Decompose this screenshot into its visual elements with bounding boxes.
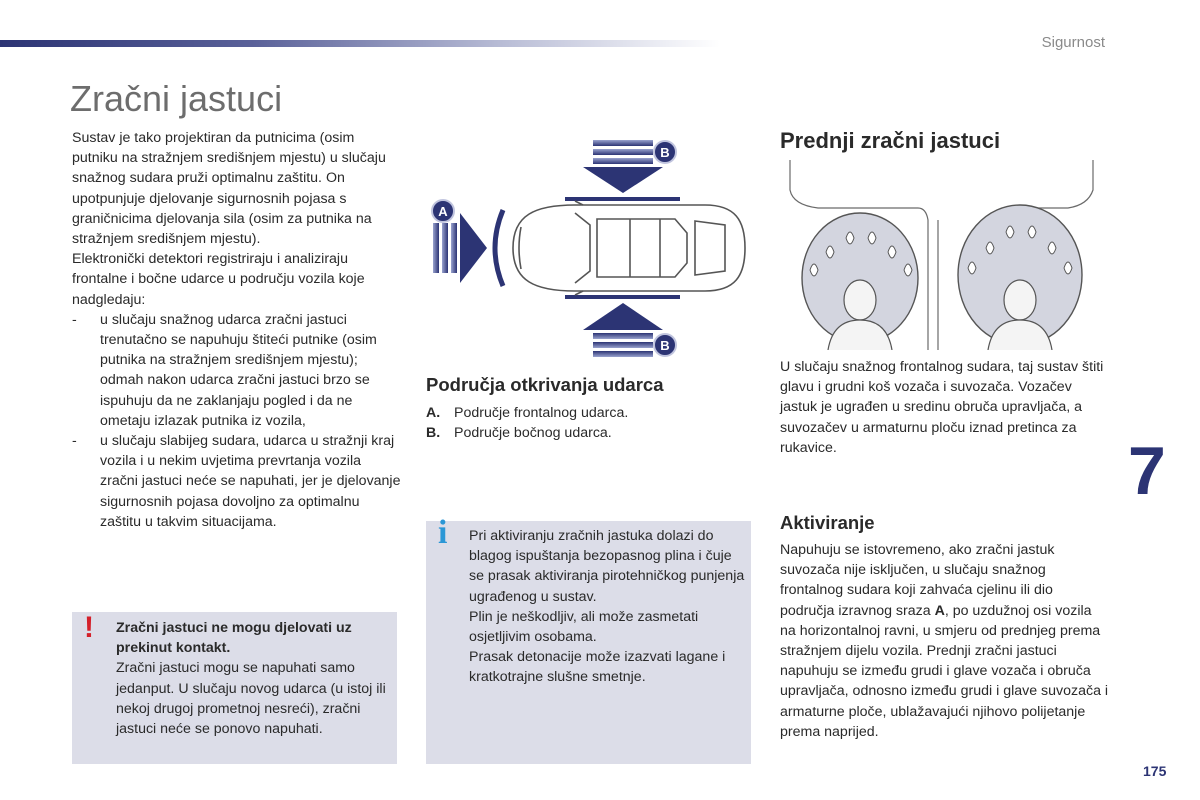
info-icon: i xyxy=(438,514,448,551)
label-b-badge-bottom xyxy=(654,334,676,356)
info-paragraph: Pri aktiviranju zračnih jastuka dolazi do blagog ispuštanja bezopasnog plina i čuje se prasak aktiviranja pirotehničkog punjenja ugrađenog u sustav. xyxy=(469,528,745,605)
info-box xyxy=(426,514,751,764)
item-text: Područje frontalnog udarca. xyxy=(454,405,629,421)
list-item xyxy=(426,423,746,443)
header-gradient-bar xyxy=(0,40,720,47)
impact-zones-diagram xyxy=(425,135,755,365)
detection-heading: Područja otkrivanja udarca xyxy=(426,374,664,395)
warning-body-text: Zračni jastuci mogu se napuhati samo jedanput. U slučaju novog udarca (u istoj ili nekoj drugoj prometnoj nesreći), zračni jastuci neće se ponovo napuhati. xyxy=(116,660,386,738)
activation-text xyxy=(780,540,1110,742)
label-b: B xyxy=(660,145,670,160)
impact-list xyxy=(72,310,402,532)
list-dash: - xyxy=(72,311,77,328)
label-a: A xyxy=(438,204,448,219)
front-airbags-paragraph: U slučaju snažnog frontalnog sudara, taj sustav štiti glavu i grudni koš vozača i suvozača. Vozačev jastuk je ugrađen u sredinu obruča upravljača, a suvozačev u armaturnu ploču iznad pretinca za rukavice. xyxy=(780,359,1104,456)
list-item xyxy=(72,431,402,532)
info-paragraph: Plin je neškodljiv, ali može zasmetati osjetljivim osobama. xyxy=(469,608,699,646)
warning-text xyxy=(116,618,391,739)
car-outline xyxy=(513,201,745,295)
list-item-text: u slučaju slabijeg sudara, udarca u stražnji kraj vozila i u nekim uvjetima prevrtanja vozila zračni jastuci neće se napuhati, jer je djelovanje sigurnosnih pojasa dovoljno za optimalnu zaštitu u takvim situacijama. xyxy=(100,433,401,530)
page-title: Zračni jastuci xyxy=(70,78,283,119)
warning-bold-text: Zračni jastuci ne mogu djelovati uz prekinut kontakt. xyxy=(116,620,352,657)
info-text xyxy=(469,526,749,688)
front-airbags-illustration xyxy=(788,160,1098,350)
list-item xyxy=(72,310,402,431)
chapter-number: 7 xyxy=(1128,433,1166,509)
label-b: B xyxy=(660,338,670,353)
detection-list xyxy=(426,403,746,443)
exclamation-icon: ! xyxy=(84,611,94,644)
intro-paragraph: Elektronički detektori registriraju i analiziraju frontalne i bočne udarce u području vozila koje nadgledaju: xyxy=(72,251,365,308)
warning-box xyxy=(72,612,397,764)
item-letter: B. xyxy=(426,425,441,442)
page-number: 175 xyxy=(1143,763,1167,779)
activation-zone-letter: A xyxy=(934,602,945,619)
passenger-airbag xyxy=(958,205,1082,350)
item-text: Područje bočnog udarca. xyxy=(454,425,612,442)
activation-text-post: , po uzdužnoj osi vozila na horizontalnoj ravni, u smjeru od prednjeg prema stražnjem dijelu vozila. Prednji zračni jastuci napuhuju se između grudi i glave vozača i obruča upravljača, odnosno između grudi i glave suvozača i armaturne ploče, ublažavajući njihovo polijetanje prema naprijed. xyxy=(780,602,1109,740)
item-letter: A. xyxy=(426,405,441,421)
list-item-text: u slučaju snažnog udarca zračni jastuci trenutačno se napuhuju štiteći putnike (osim putnika na stražnjem središnjem mjestu); odmah nakon udarca zračni jastuci brzo se ispuhuju da ne zaklanjaju pogled i da ne ometaju izlazak putnika iz vozila, xyxy=(100,311,377,429)
list-item xyxy=(426,403,746,423)
label-b-badge-top xyxy=(654,141,676,163)
front-airbags-text xyxy=(780,357,1110,458)
intro-column xyxy=(72,128,402,532)
activation-paragraph xyxy=(780,540,1110,742)
front-airbags-heading: Prednji zračni jastuci xyxy=(780,128,1001,153)
info-paragraph: Prasak detonacije može izazvati lagane i kratkotrajne slušne smetnje. xyxy=(469,649,726,686)
section-label: Sigurnost xyxy=(1041,34,1105,51)
driver-airbag xyxy=(802,213,918,350)
activation-text-pre: Napuhuju se istovremeno, ako zračni jastuk suvozača nije isključen, u slučaju snažnog frontalnog sudara koji zahvaća cjelinu ili dio područja izravnog sraza xyxy=(780,542,1055,619)
list-dash: - xyxy=(72,433,77,450)
activation-heading: Aktiviranje xyxy=(780,512,875,533)
label-a-badge xyxy=(432,200,454,222)
intro-paragraph: Sustav je tako projektiran da putnicima (osim putniku na stražnjem središnjem mjestu) u slučaju snažnog sudara pruži optimalnu zaštitu. On upotpunjuje djelovanje sigurnosnih pojasa s graničnicima djelovanja sila (osim za putnika na stražnjem središnjem mjestu). xyxy=(72,130,386,248)
